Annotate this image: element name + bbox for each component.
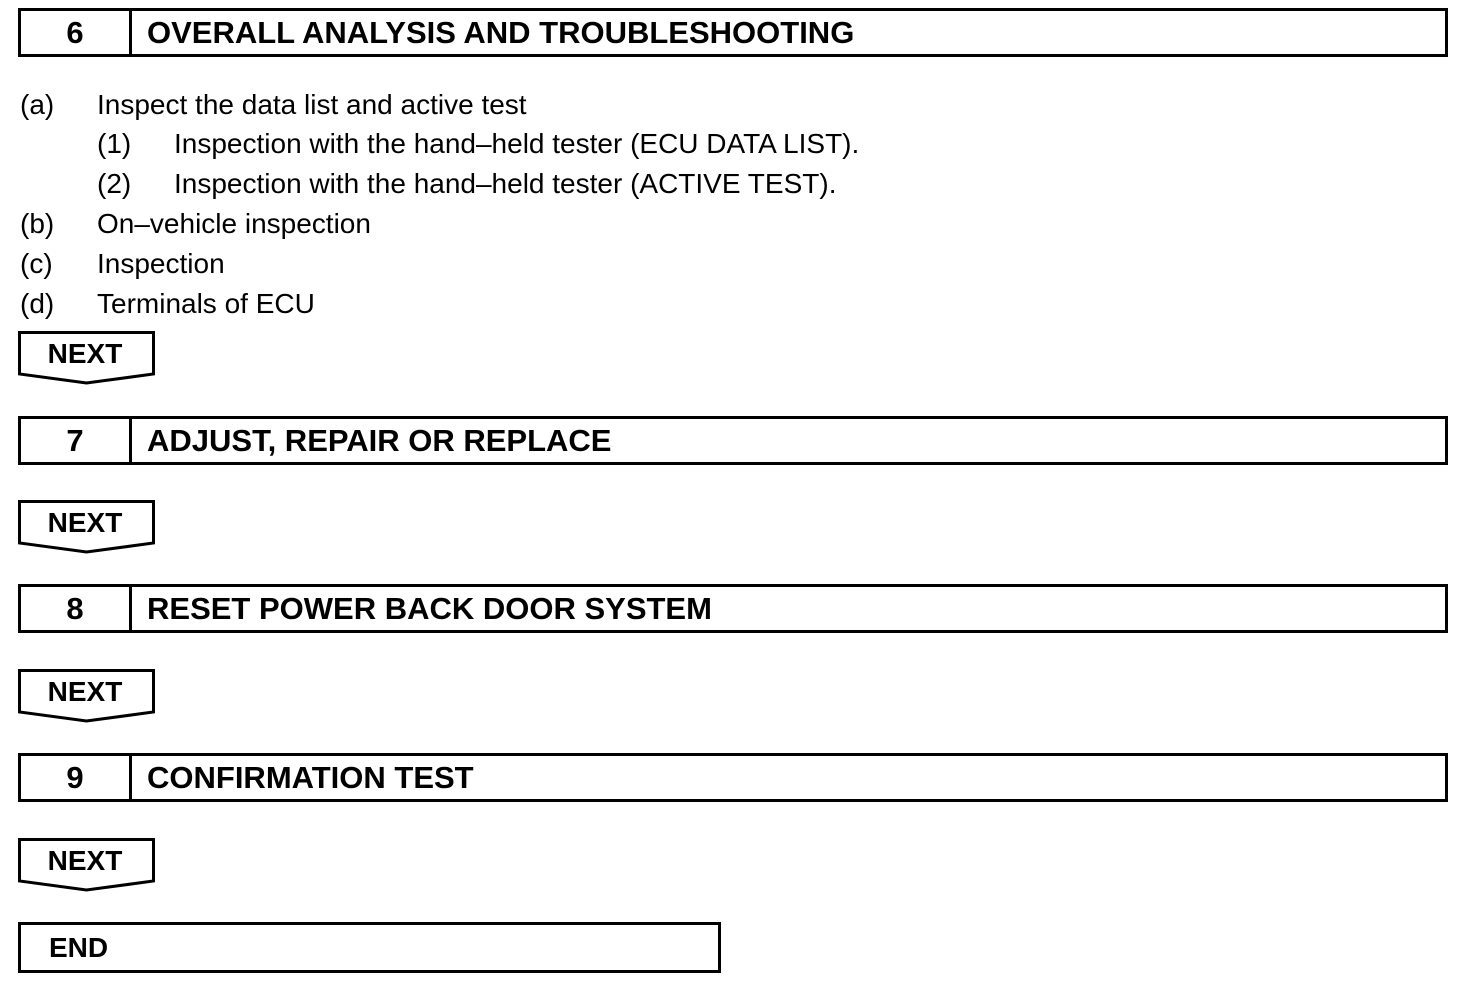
next-label: NEXT — [47, 845, 123, 876]
step-number: 7 — [21, 419, 132, 462]
step-title: OVERALL ANALYSIS AND TROUBLESHOOTING — [147, 15, 855, 50]
step-title: CONFIRMATION TEST — [147, 760, 474, 795]
next-button-step-8[interactable] — [18, 669, 156, 723]
item-text-a: Inspect the data list and active test — [97, 89, 527, 120]
subitem-marker-2: (2) — [97, 168, 132, 199]
subitem-text-1: Inspection with the hand–held tester (ECU DATA LIST). — [174, 128, 860, 159]
item-marker-d: (d) — [20, 288, 55, 319]
step-7-header — [18, 416, 1448, 465]
step-9-header — [18, 753, 1448, 802]
step-number: 6 — [21, 11, 132, 54]
step-title: RESET POWER BACK DOOR SYSTEM — [147, 591, 712, 626]
item-text-b: On–vehicle inspection — [97, 208, 371, 239]
step-number: 8 — [21, 587, 132, 630]
next-label: NEXT — [47, 507, 123, 538]
item-marker-a: (a) — [20, 89, 55, 120]
step-number: 9 — [21, 756, 132, 799]
end-box — [18, 922, 721, 973]
item-marker-c: (c) — [20, 248, 53, 279]
step-8-header — [18, 584, 1448, 633]
step-title: ADJUST, REPAIR OR REPLACE — [147, 423, 612, 458]
item-text-d: Terminals of ECU — [97, 288, 315, 319]
next-button-step-9[interactable] — [18, 838, 156, 892]
item-text-c: Inspection — [97, 248, 225, 279]
step-6-header — [18, 8, 1448, 57]
subitem-marker-1: (1) — [97, 128, 132, 159]
next-button-step-7[interactable] — [18, 500, 156, 554]
next-label: NEXT — [47, 676, 123, 707]
subitem-text-2: Inspection with the hand–held tester (ACTIVE TEST). — [174, 168, 837, 199]
item-marker-b: (b) — [20, 208, 55, 239]
next-button-step-6[interactable] — [18, 331, 156, 385]
end-label: END — [49, 932, 109, 963]
next-label: NEXT — [47, 338, 123, 369]
